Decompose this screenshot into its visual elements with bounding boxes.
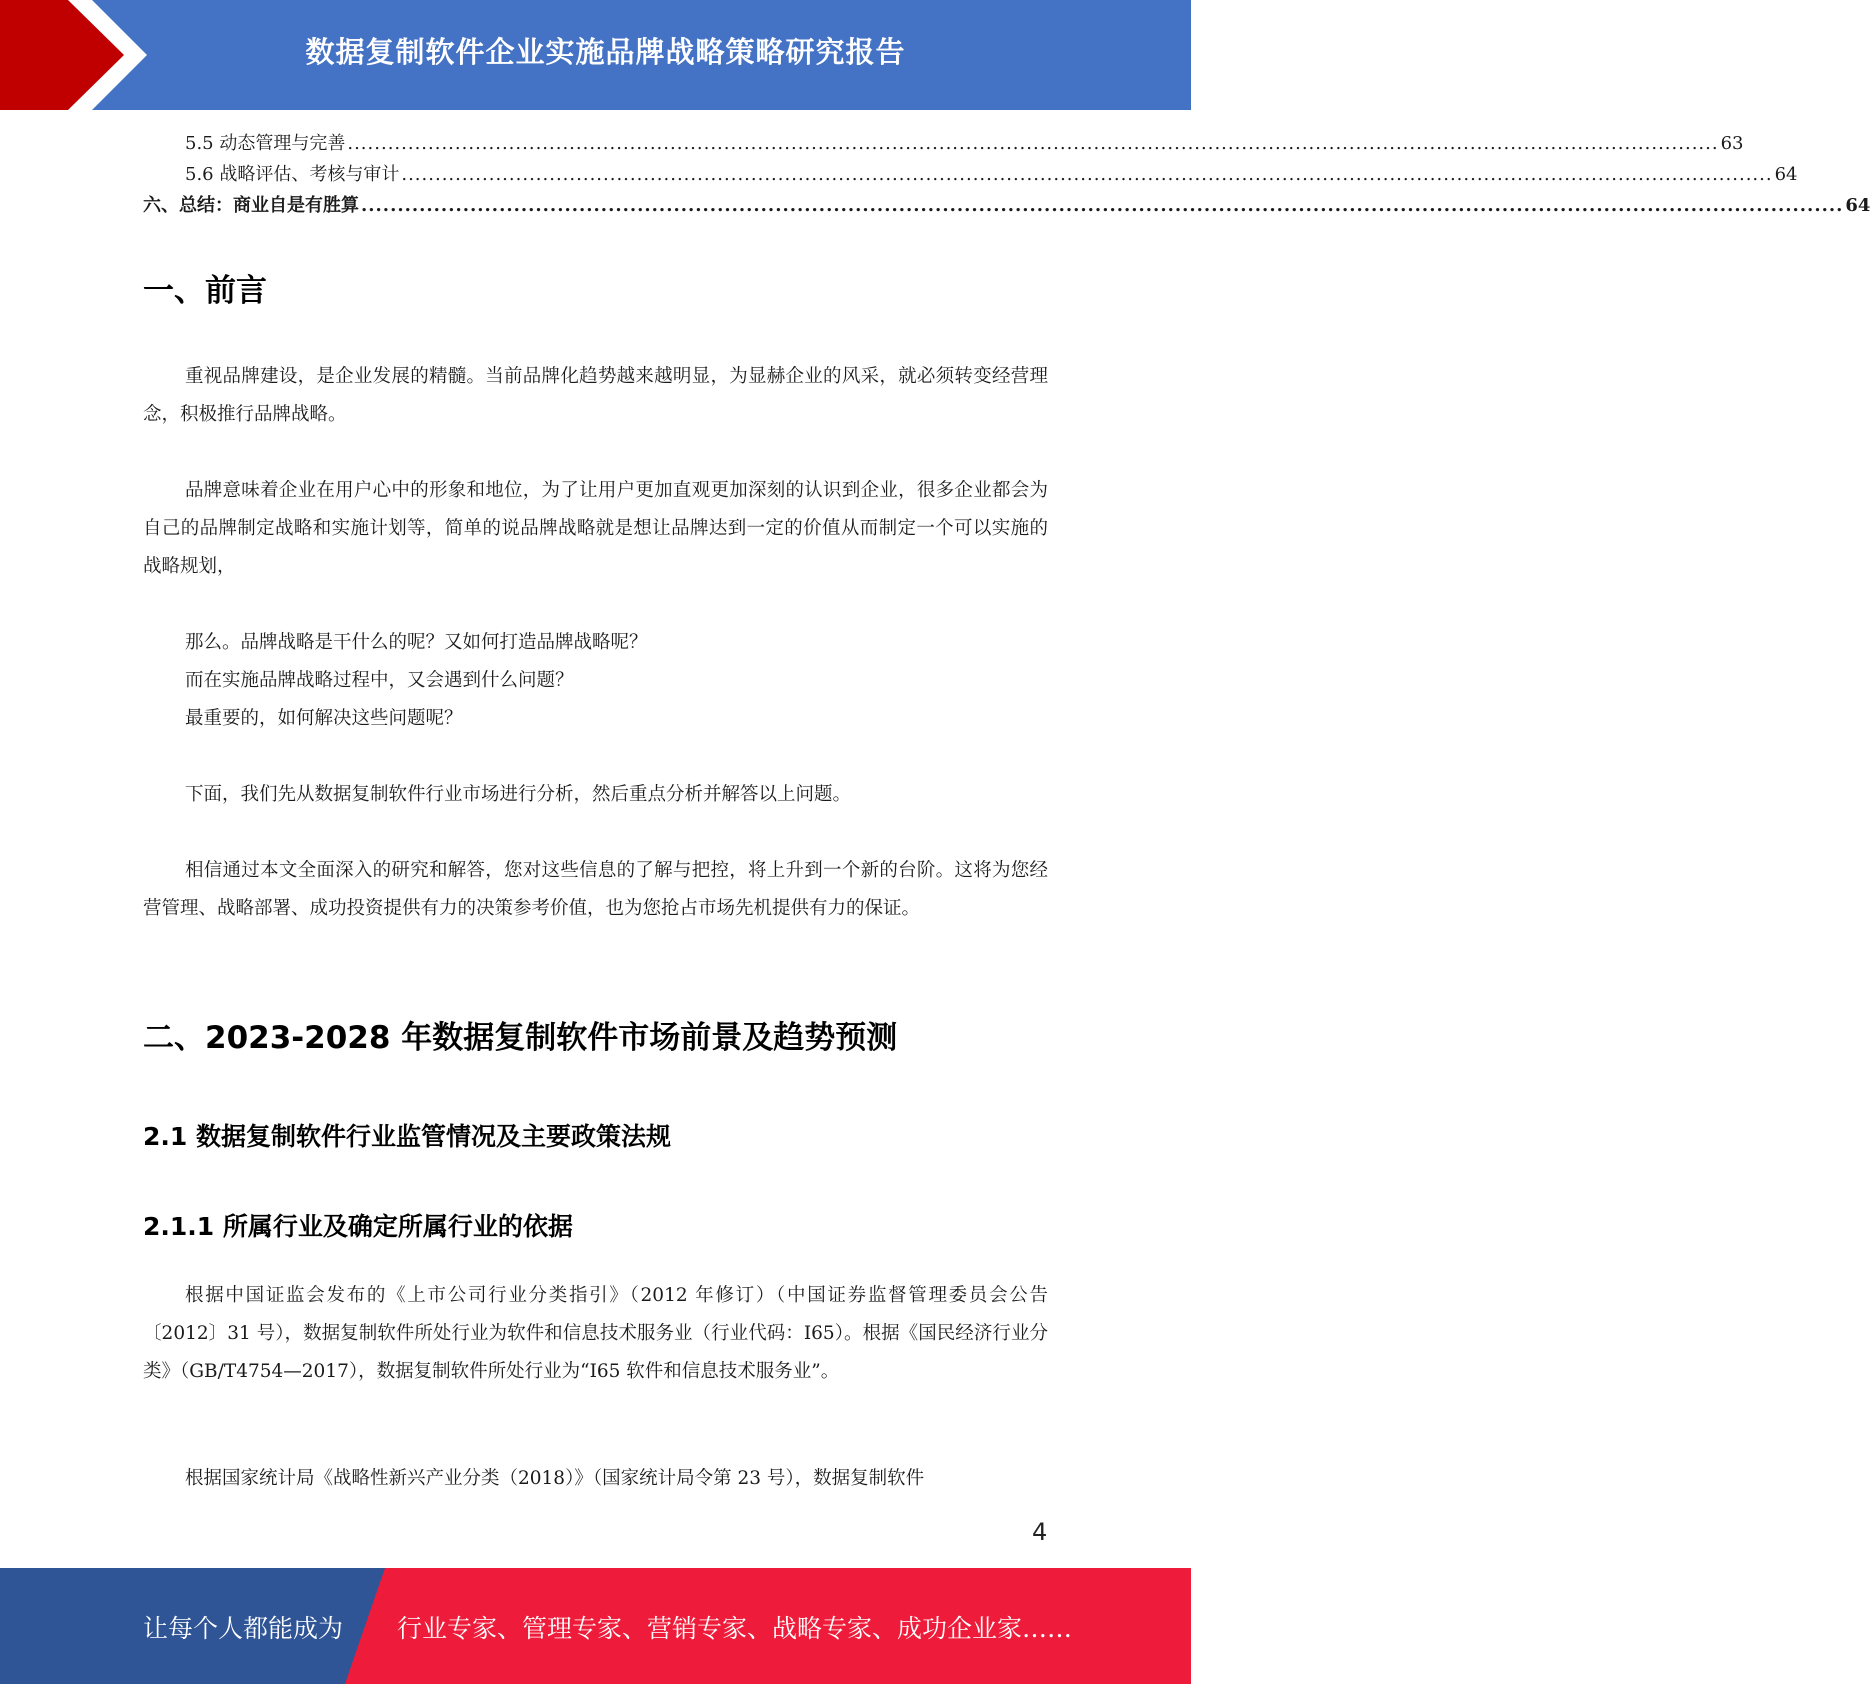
toc-leader-dots: ............................................................................................................................................................................................................: [347, 133, 1719, 154]
section-heading-market-outlook: 二、2023-2028 年数据复制软件市场前景及趋势预测: [143, 1020, 898, 1056]
footer-slogan-left: 让每个人都能成为: [143, 1614, 344, 1643]
toc-entry[interactable]: [143, 129, 1744, 160]
toc-leader-dots: ............................................................................................................................................................................................................: [401, 164, 1773, 185]
toc-entry[interactable]: [143, 160, 1798, 191]
paragraph: 品牌意味着企业在用户心中的形象和地位，为了让用户更加直观更加深刻的认识到企业，很多企业都会为自己的品牌制定战略和实施计划等，简单的说品牌战略就是想让品牌达到一定的价值从而制定一个可以实施的战略规划，: [143, 480, 1048, 577]
toc-entry-page: 63: [1720, 133, 1744, 154]
toc-entry-page: 64: [1845, 195, 1870, 216]
subsubsection-heading: 2.1.1 所属行业及确定所属行业的依据: [143, 1212, 573, 1241]
toc-entry-page: 64: [1774, 164, 1798, 185]
paragraph: 根据中国证监会发布的《上市公司行业分类指引》（2012 年修订）（中国证券监督管理委员会公告〔2012〕31 号），数据复制软件所处行业为软件和信息技术服务业（行业代码：I65）。根据《国民经济行业分类》（GB/T4754—2017），数据复制软件所处行业为“I65 软件和信息技术服务业”。: [143, 1285, 1048, 1382]
paragraph: 根据国家统计局《战略性新兴产业分类（2018）》（国家统计局令第 23 号），数据复制软件: [185, 1468, 925, 1489]
toc-entry-label: 5.5 动态管理与完善: [185, 133, 346, 154]
paragraph: 下面，我们先从数据复制软件行业市场进行分析，然后重点分析并解答以上问题。: [185, 784, 852, 805]
question-line: 那么。品牌战略是干什么的呢？又如何打造品牌战略呢？: [185, 632, 648, 653]
subsection-heading: 2.1 数据复制软件行业监管情况及主要政策法规: [143, 1122, 671, 1151]
footer-slogan-right: 行业专家、管理专家、营销专家、战略专家、成功企业家……: [397, 1614, 1073, 1643]
section-heading-preface: 一、前言: [143, 273, 267, 309]
paragraph: 相信通过本文全面深入的研究和解答，您对这些信息的了解与把控，将上升到一个新的台阶。这将为您经营管理、战略部署、成功投资提供有力的决策参考价值，也为您抢占市场先机提供有力的保证。: [143, 860, 1048, 919]
question-line: 最重要的，如何解决这些问题呢？: [185, 708, 463, 729]
toc-leader-dots: ............................................................................................................................................................................................................: [361, 195, 1844, 216]
table-of-contents: [143, 129, 1870, 222]
page-number: 4: [1032, 1518, 1048, 1546]
toc-entry-label: 5.6 战略评估、考核与审计: [185, 164, 400, 185]
toc-entry-label: 六、总结：商业自是有胜算: [143, 195, 359, 216]
toc-entry[interactable]: [143, 191, 1870, 222]
page-header: [0, 0, 1191, 110]
paragraph: 重视品牌建设，是企业发展的精髓。当前品牌化趋势越来越明显，为显赫企业的风采，就必须转变经营理念，积极推行品牌战略。: [143, 366, 1048, 425]
report-title: 数据复制软件企业实施品牌战略策略研究报告: [305, 35, 906, 69]
question-line: 而在实施品牌战略过程中，又会遇到什么问题？: [185, 670, 574, 691]
page-footer: [0, 1568, 1191, 1684]
